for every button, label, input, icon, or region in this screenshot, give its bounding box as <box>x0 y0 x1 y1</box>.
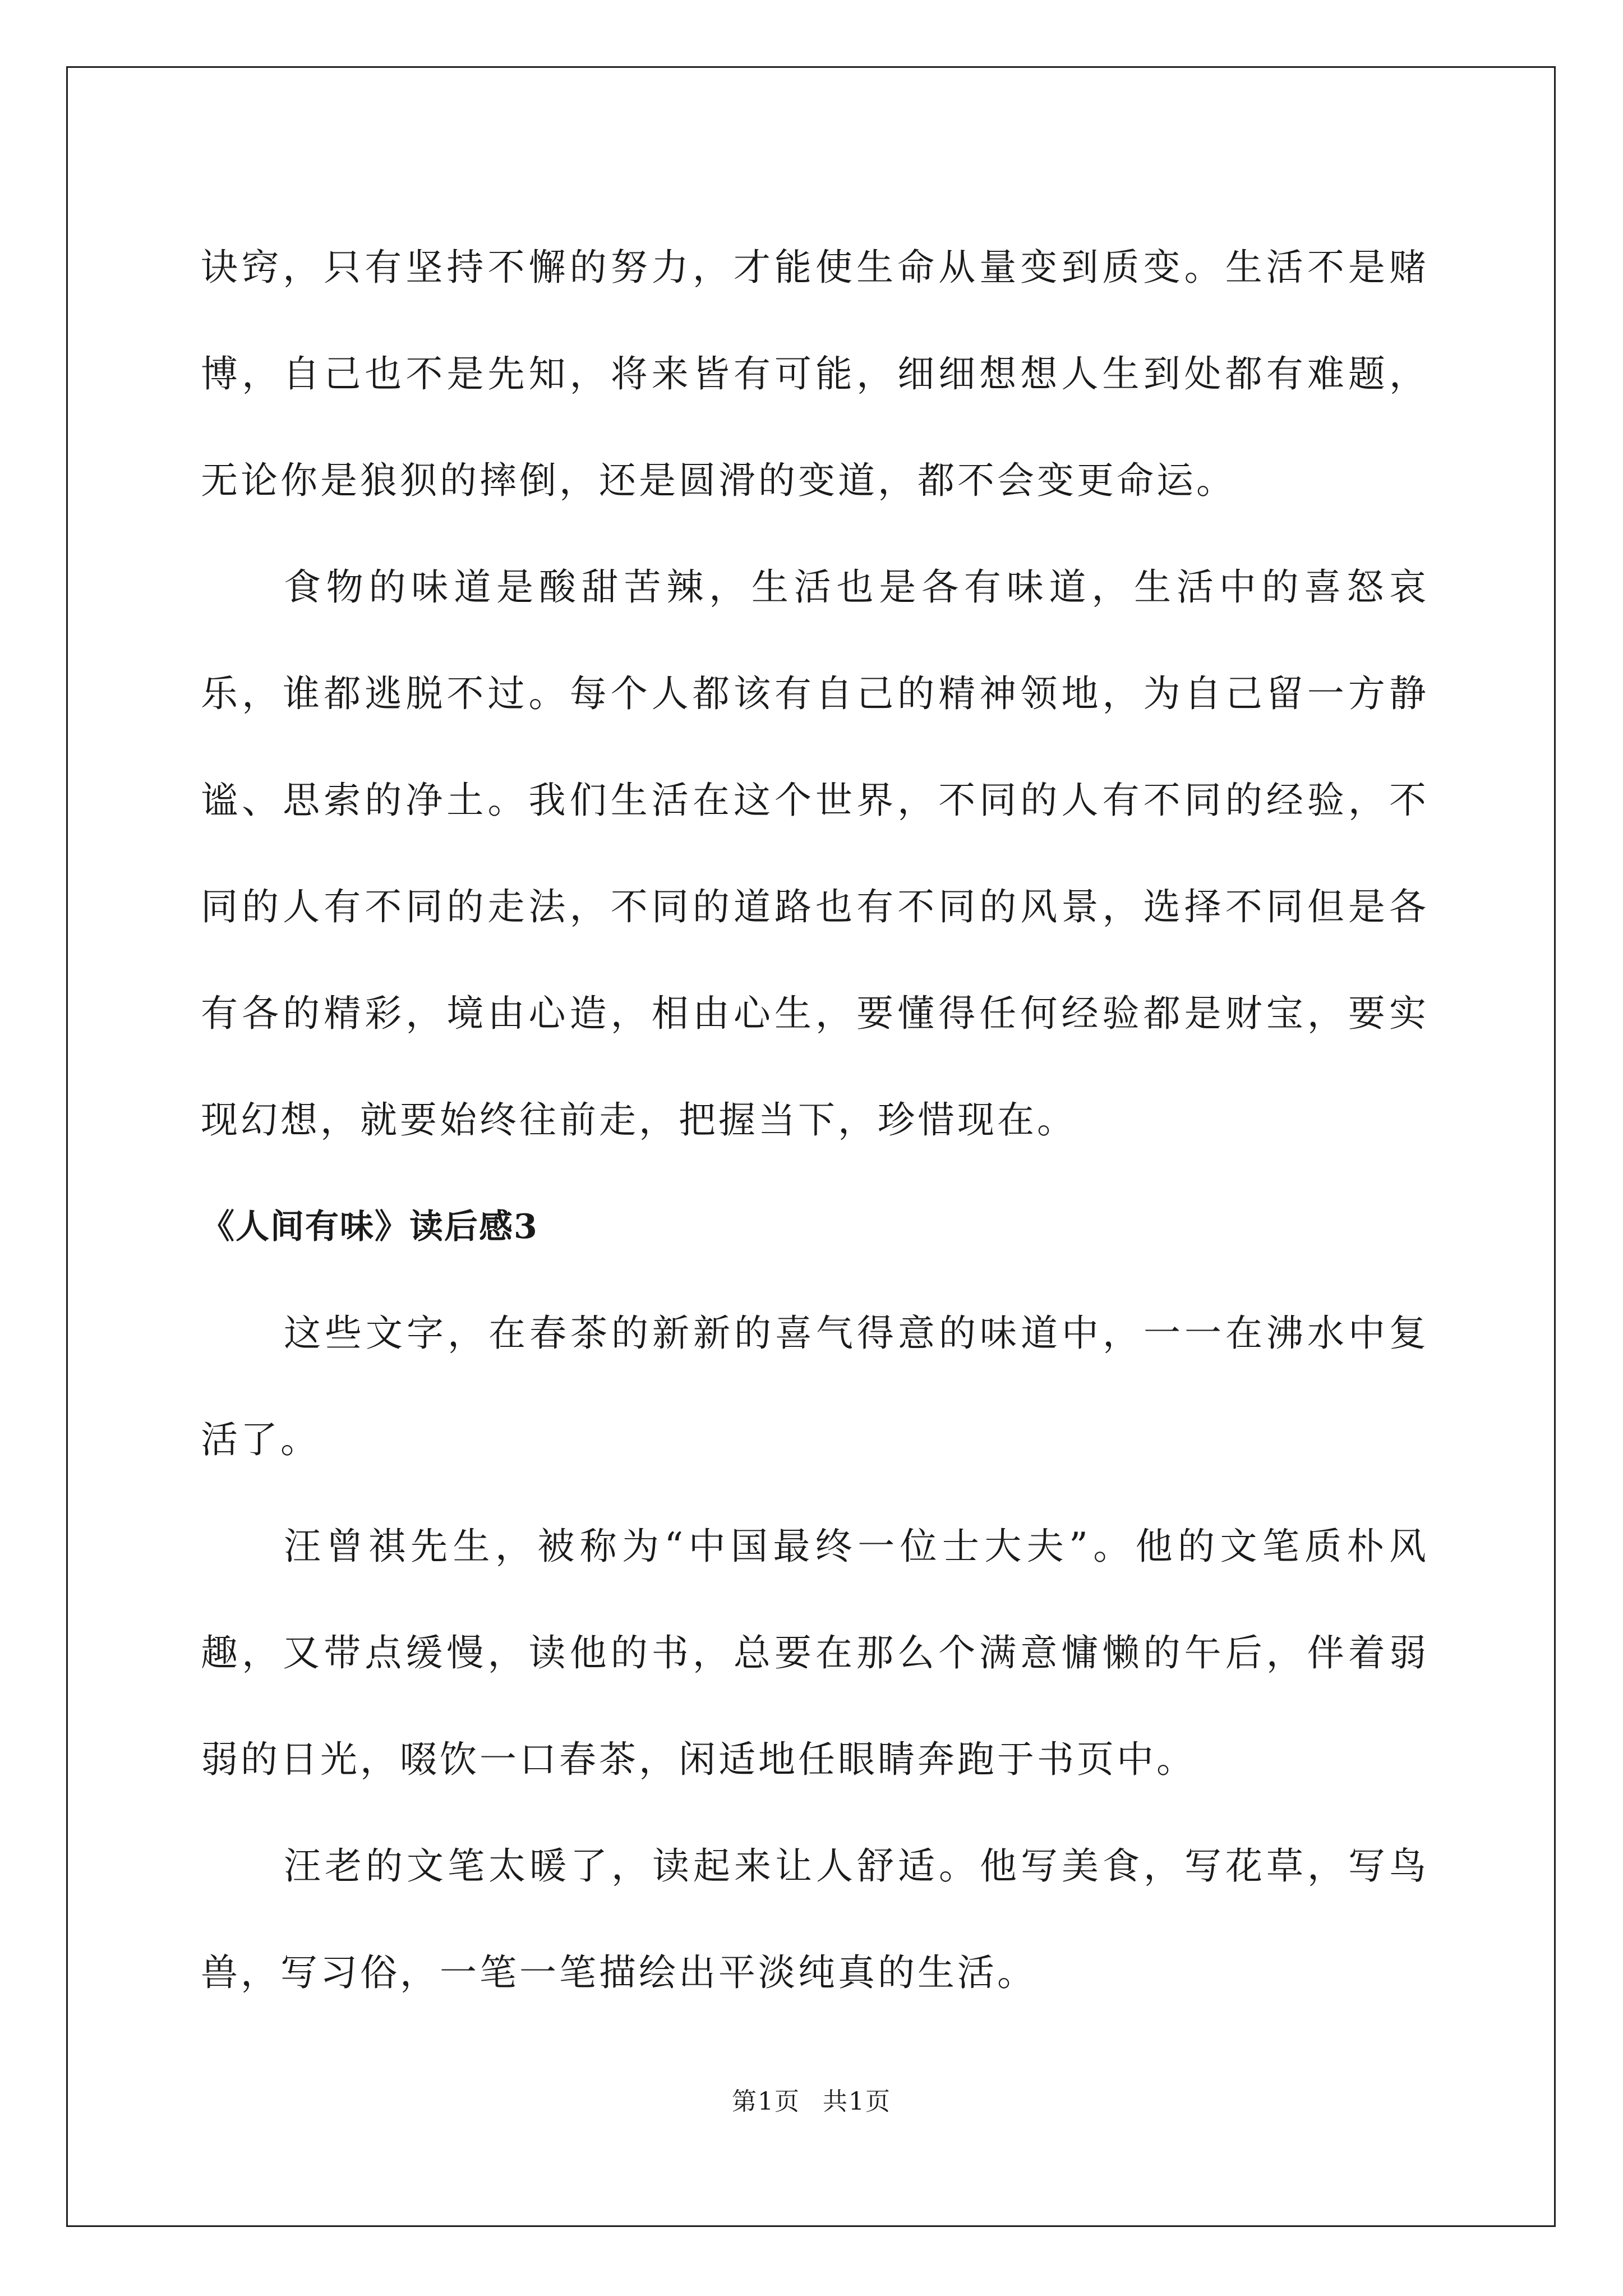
section-heading: 《人间有味》读后感3 <box>201 1207 538 1246</box>
paragraph-5: 汪老的文笔太暖了，读起来让人舒适。他写美食，写花草，写鸟兽，写习俗，一笔一笔描绘出平淡纯真的生活。 <box>201 1844 1429 1994</box>
paragraph-2: 食物的味道是酸甜苦辣，生活也是各有味道，生活中的喜怒哀乐，谁都逃脱不过。每个人都该有自己的精神领地，为自己留一方静谧、思索的净土。我们生活在这个世界，不同的人有不同的经验，不同的人有不同的走法，不同的道路也有不同的风景，选择不同但是各有各的精彩，境由心造，相由心生，要懂得任何经验都是财宝，要实现幻想，就要始终往前走，把握当下，珍惜现在。 <box>201 565 1429 1142</box>
paragraph-1: 诀窍，只有坚持不懈的努力，才能使生命从量变到质变。生活不是赌博，自己也不是先知，将来皆有可能，细细想想人生到处都有难题，无论你是狼狈的摔倒，还是圆滑的变道，都不会变更命运。 <box>201 246 1429 502</box>
paragraph-4: 汪曾祺先生，被称为“中国最终一位士大夫”。他的文笔质朴风趣，又带点缓慢，读他的书，总要在那么个满意慵懒的午后，伴着弱弱的日光，啜饮一口春茶，闲适地任眼睛奔跑于书页中。 <box>201 1525 1429 1781</box>
page-footer <box>0 2081 1623 2117</box>
page-total: 共1页 <box>823 2087 891 2116</box>
page-number: 第1页 <box>732 2087 800 2116</box>
paragraph-3: 这些文字，在春茶的新新的喜气得意的味道中，一一在沸水中复活了。 <box>201 1312 1429 1461</box>
document-body <box>201 214 1429 2026</box>
